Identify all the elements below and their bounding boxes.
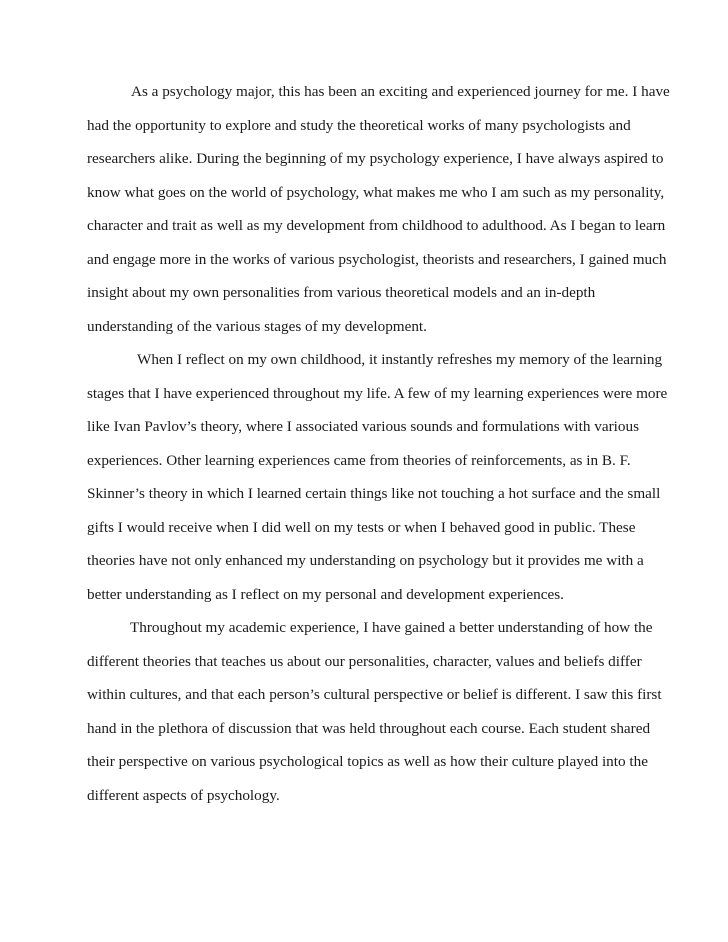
text-line: Skinner’s theory in which I learned certain things like not touching a hot surface and the small — [87, 485, 661, 502]
text-line: theories have not only enhanced my understanding on psychology but it provides me with a — [87, 552, 644, 569]
text-line: As a psychology major, this has been an exciting and experienced journey for me. I have — [131, 83, 670, 100]
text-line: insight about my own personalities from various theoretical models and an in-depth — [87, 284, 596, 301]
text-line: different aspects of psychology. — [87, 786, 280, 804]
paragraph-2 — [87, 350, 668, 618]
text-line: within cultures, and that each person’s cultural perspective or belief is different. I saw this first — [87, 686, 662, 703]
text-line: Throughout my academic experience, I have gained a better understanding of how the — [130, 619, 653, 636]
text-line: and engage more in the works of various psychologist, theorists and researchers, I gained much — [87, 250, 667, 268]
paragraph-3 — [87, 618, 662, 819]
text-line: hand in the plethora of discussion that was held throughout each course. Each student shared — [87, 719, 651, 737]
text-line: understanding of the various stages of my development. — [87, 317, 427, 335]
text-line: experiences. Other learning experiences came from theories of reinforcements, as in B. F. — [87, 451, 631, 469]
text-line: different theories that teaches us about our personalities, character, values and beliefs differ — [87, 652, 642, 670]
text-line: like Ivan Pavlov’s theory, where I associated various sounds and formulations with various — [87, 418, 639, 435]
text-line: researchers alike. During the beginning of my psychology experience, I have always aspired to — [87, 150, 664, 167]
text-line: character and trait as well as my development from childhood to adulthood. As I began to learn — [87, 217, 666, 234]
text-line: When I reflect on my own childhood, it instantly refreshes my memory of the learning — [137, 351, 663, 368]
paragraph-1 — [87, 82, 670, 350]
text-line: had the opportunity to explore and study the theoretical works of many psychologists and — [87, 116, 631, 134]
text-line: know what goes on the world of psychology, what makes me who I am such as my personality, — [87, 183, 665, 201]
text-line: better understanding as I reflect on my personal and development experiences. — [87, 585, 564, 603]
text-line: gifts I would receive when I did well on my tests or when I behaved good in public. These — [87, 518, 636, 536]
text-line: stages that I have experienced throughout my life. A few of my learning experiences were more — [87, 384, 668, 402]
text-line: their perspective on various psychological topics as well as how their culture played into the — [87, 753, 648, 770]
